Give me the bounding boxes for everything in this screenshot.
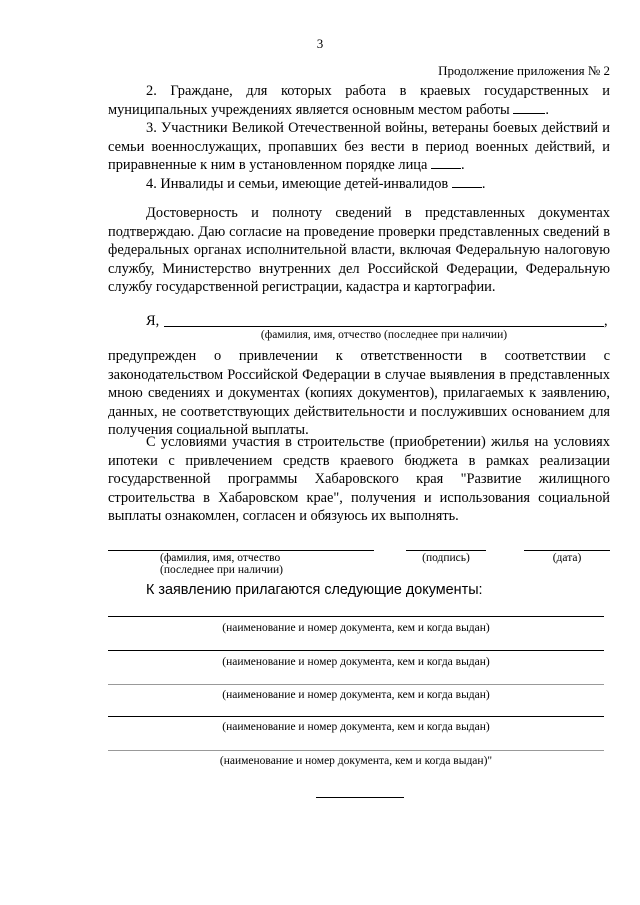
declarant-name-caption: (фамилия, имя, отчество (последнее при наличии) (260, 329, 508, 341)
signature-sign-line[interactable] (406, 550, 486, 551)
attachment-line-5[interactable] (108, 750, 604, 751)
blank-line[interactable] (513, 101, 545, 114)
ya-label: Я, (146, 313, 160, 329)
list-item-3: 3. Участники Великой Отечественной войны, ветераны боевых действий и семьи военнослужащих, пропавших без вести в период военных действий, и приравненные к ним в установленном порядке лица . (108, 120, 610, 173)
attachment-caption-2: (наименование и номер документа, кем и когда выдан) (222, 656, 490, 668)
eligibility-list (108, 82, 610, 193)
page-number: 3 (316, 36, 324, 51)
signature-fio-line[interactable] (108, 550, 374, 551)
attachment-line-1[interactable] (108, 616, 604, 617)
attachment-line-2[interactable] (108, 650, 604, 651)
warning-paragraph: предупрежден о привлечении к ответственности в соответствии с законодательством Российской Федерации в случае выявления в представленных мною сведениях и документах (копиях документов), прилагаемых к заявлению, данных, не соответствующих действительности и послуживших основанием для получения социальной выплаты. (108, 348, 610, 438)
blank-line[interactable] (452, 175, 482, 188)
signature-date-caption: (дата) (552, 552, 582, 564)
attachment-line-4[interactable] (108, 716, 604, 717)
attachment-caption-4: (наименование и номер документа, кем и когда выдан) (222, 721, 490, 733)
attachments-title: К заявлению прилагаются следующие документы: (146, 582, 483, 598)
continuation-label: Продолжение приложения № 2 (438, 63, 610, 78)
attachment-caption-1: (наименование и номер документа, кем и когда выдан) (222, 622, 490, 634)
signature-date-line[interactable] (524, 550, 610, 551)
attachment-caption-5: (наименование и номер документа, кем и когда выдан)" (219, 755, 493, 767)
declarant-name-line[interactable] (164, 326, 604, 327)
consent-paragraph: Достоверность и полноту сведений в представленных документах подтверждаю. Даю согласие на проведение проверки представленных сведений в федеральных органах исполнительной власти, включая Федеральную налоговую службу, Министерство внутренних дел Российской Федерации, Федеральную службу государственной регистрации, кадастра и картографии. (108, 205, 610, 295)
list-item-2: 2. Граждане, для которых работа в краевых государственных и муниципальных учреждениях является основным местом работы . (108, 83, 610, 118)
document-page: 3 Продолжение приложения № 2 2. Граждане, для которых работа в краевых государственных и муниципальных учреждениях является основным местом работы . 3. Участники Великой Отечественной войны, ветераны боевых действий и семьи военнослужащих, пропавших без вести в период военных действий, и приравненные к ним в установленном порядке лица . 4. Инвалиды и семьи, имеющие детей-инвалидов . Достоверность и полноту сведений в представленных документах подтверждаю. Даю согласие на проведение проверки представленных сведений в федеральных органах исполнительной власти, включая Федеральную налоговую службу, Министерство внутренних дел Российской Федерации, Федеральную службу государственной регистрации, кадастра и картографии. Я, , (фамилия, имя, отчество (последнее при наличии) предупрежден о привлечении к ответственности в соответствии с законодательством Российской Федерации в случае выявления в представленных мною сведениях и документах (копиях документов), прилагаемых к заявлению, данных, не соответствующих действительности и послуживших основанием для получения социальной выплаты. С условиями участия в строительстве (приобретении) жилья на условиях ипотеки с привлечением средств краевого бюджета в рамках реализации государственной программы Хабаровского края "Развитие жилищного строительства в Хабаровском крае", получения и использования социальной выплаты ознакомлен, согласен и обязуюсь их выполнять. (фамилия, имя, отчество (последнее при наличии) (подпись) (дата) К заявлению прилагаются следующие документы: (наименование и номер документа, кем и когда выдан) (наименование и номер документа, кем и когда выдан) (наименование и номер документа, кем и когда выдан) (наименование и номер документа, кем и когда выдан) (наименование и номер документа, кем и когда выдан)" (0, 0, 640, 905)
list-item-4: 4. Инвалиды и семьи, имеющие детей-инвалидов . (146, 175, 486, 192)
conditions-paragraph: С условиями участия в строительстве (приобретении) жилья на условиях ипотеки с привлечением средств краевого бюджета в рамках реализации государственной программы Хабаровского края "Развитие жилищного строительства в Хабаровском крае", получения и использования социальной выплаты ознакомлен, согласен и обязуюсь их выполнять. (108, 434, 610, 524)
signature-fio-caption: (фамилия, имя, отчество (последнее при наличии) (160, 552, 284, 576)
end-separator-line (316, 797, 404, 798)
blank-line[interactable] (431, 156, 461, 169)
attachment-line-3[interactable] (108, 684, 604, 685)
signature-sign-caption: (подпись) (422, 552, 470, 564)
attachment-caption-3: (наименование и номер документа, кем и когда выдан) (222, 689, 490, 701)
